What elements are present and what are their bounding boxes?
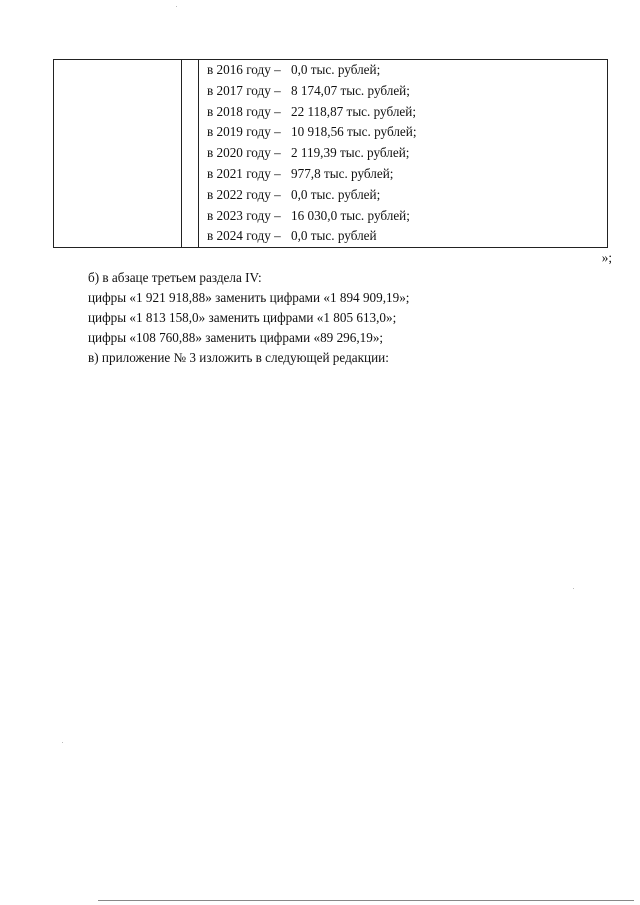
amount-value: 0,0 тыс. рублей — [291, 228, 377, 244]
year-label: в 2024 году – — [207, 228, 281, 244]
year-label: в 2017 году – — [207, 82, 281, 98]
amendment-intro: б) в абзаце третьем раздела IV: — [88, 270, 262, 285]
amount-value: 2 119,39 тыс. рублей; — [291, 145, 410, 161]
amount-value: 0,0 тыс. рублей; — [291, 186, 381, 202]
year-label: в 2021 году – — [207, 165, 281, 181]
amendments-text — [88, 268, 588, 368]
funding-table — [53, 59, 608, 248]
funding-by-year-list — [199, 60, 607, 247]
amount-value: 977,8 тыс. рублей; — [291, 165, 394, 181]
bottom-edge-line — [98, 900, 634, 901]
year-label: в 2020 году – — [207, 145, 281, 161]
amendment-line: цифры «108 760,88» заменить цифрами «89 296,19»; — [88, 330, 384, 345]
year-label: в 2018 году – — [207, 103, 281, 119]
scan-speck — [176, 6, 177, 7]
list-item — [207, 81, 607, 102]
amount-value: 10 918,56 тыс. рублей; — [291, 124, 417, 140]
list-item — [207, 102, 607, 123]
amendment-line: цифры «1 921 918,88» заменить цифрами «1 894 909,19»; — [88, 290, 410, 305]
amendment-line: цифры «1 813 158,0» заменить цифрами «1 805 613,0»; — [88, 310, 397, 325]
list-item — [207, 122, 607, 143]
scan-speck — [573, 588, 574, 589]
closing-quote-mark: »; — [601, 250, 612, 265]
amount-value: 22 118,87 тыс. рублей; — [291, 103, 417, 119]
list-item — [207, 60, 607, 81]
list-item — [207, 143, 607, 164]
gap-cell — [182, 60, 199, 248]
year-label: в 2022 году – — [207, 186, 281, 202]
scan-speck — [62, 742, 63, 743]
values-cell — [199, 60, 608, 248]
year-label: в 2023 году – — [207, 207, 281, 223]
amount-value: 0,0 тыс. рублей; — [291, 62, 381, 77]
label-cell — [54, 60, 182, 248]
year-label: в 2019 году – — [207, 124, 281, 140]
list-item — [207, 206, 607, 227]
list-item — [207, 226, 607, 247]
amount-value: 8 174,07 тыс. рублей; — [291, 82, 410, 98]
list-item — [207, 185, 607, 206]
amount-value: 16 030,0 тыс. рублей; — [291, 207, 410, 223]
year-label: в 2016 году – — [207, 62, 281, 77]
amendment-line: в) приложение № 3 изложить в следующей редакции: — [88, 350, 389, 365]
table-row — [54, 60, 608, 248]
list-item — [207, 164, 607, 185]
